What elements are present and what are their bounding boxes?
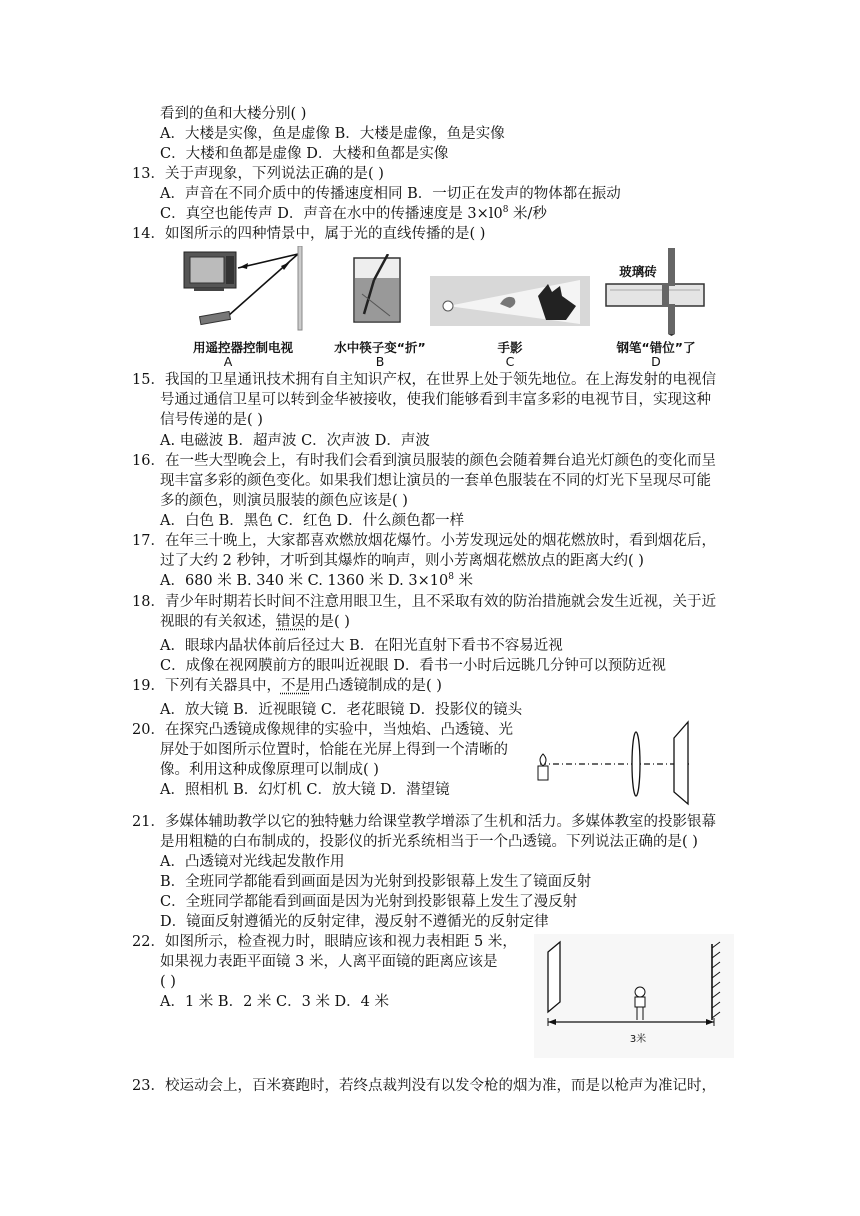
- q21-option-c: C．全班同学都能看到画面是因为光射到投影银幕上发生了漫反射: [160, 894, 578, 910]
- q20-figure-lens-setup: [530, 716, 710, 806]
- q17-options: A．680 米 B. 340 米 C. 1360 米 D. $3\times 10^8$ 米: [160, 572, 474, 589]
- q16-stem-2: 现丰富多彩的颜色变化。如果我们想让演员的一套单色服装在不同的灯光下呈现尽可能: [160, 473, 711, 489]
- q14-letter-a: A: [223, 354, 233, 369]
- q21-option-a: A．凸透镜对光线起发散作用: [160, 854, 345, 870]
- q14-caption-c: 手影: [497, 340, 523, 355]
- q20-stem-3: 像。利用这种成像原理可以制成( ): [160, 762, 379, 778]
- q20-stem-1: 20．在探究凸透镜成像规律的实验中，当烛焰、凸透镜、光: [132, 722, 513, 738]
- q16-stem-3: 多的颜色，则演员服装的颜色应该是( ): [160, 493, 408, 509]
- q13-options-cd: C．真空也能传声 D．声音在水中的传播速度是 $3\times l0^8$ 米/秒: [160, 205, 547, 222]
- q22-distance-label: 3米: [629, 1034, 647, 1045]
- q13-stem: 13．关于声现象，下列说法正确的是( ): [132, 166, 384, 182]
- q19-options: A．放大镜 B．近视眼镜 C．老花眼镜 D．投影仪的镜头: [160, 702, 523, 718]
- q14-figure-c-hand-shadow: [430, 276, 590, 326]
- q18-stem-1: 18．青少年时期若长时间不注意用眼卫生，且不采取有效的防治措施就会发生近视，关于近: [132, 594, 716, 610]
- q22-stem-1: 22．如图所示，检查视力时，眼睛应该和视力表相距 5 米，: [132, 934, 517, 950]
- q13-options-ab: A．声音在不同介质中的传播速度相同 B．一切正在发声的物体都在振动: [160, 186, 621, 202]
- q17-stem-1: 17．在年三十晚上，大家都喜欢燃放烟花爆竹。小芳发现远处的烟花燃放时，看到烟花后，: [132, 533, 716, 549]
- q15-stem-3: 信号传递的是( ): [160, 412, 263, 428]
- q14-stem: 14．如图所示的四种情景中，属于光的直线传播的是( ): [132, 226, 486, 242]
- q18-options-cd: C．成像在视网膜前方的眼叫近视眼 D．看书一小时后远眺几分钟可以预防近视: [160, 658, 666, 674]
- q23-stem-1: 23．校运动会上，百米赛跑时，若终点裁判没有以发令枪的烟为准，而是以枪声为准记时，: [132, 1078, 716, 1094]
- q15-options: A. 电磁波 B．超声波 C．次声波 D．声波: [160, 433, 430, 449]
- q12-stem-cont: 看到的鱼和大楼分别( ): [160, 106, 307, 122]
- q14-caption-a: 用遥控器控制电视: [192, 340, 293, 355]
- q22-options: A．1 米 B．2 米 C．3 米 D．4 米: [160, 994, 390, 1010]
- q14-caption-d: 钢笔“错位”了: [616, 340, 696, 355]
- q22-stem-2: 如果视力表距平面镜 3 米，人离平面镜的距离应该是: [160, 954, 498, 970]
- q16-stem-1: 16．在一些大型晚会上，有时我们会看到演员服装的颜色会随着舞台追光灯颜色的变化而呈: [132, 453, 716, 469]
- q14-figure-b-chopstick: [350, 254, 410, 326]
- q16-options: A．白色 B．黑色 C．红色 D．什么颜色都一样: [160, 513, 465, 529]
- q18-options-ab: A．眼球内晶状体前后径过大 B．在阳光直射下看书不容易近视: [160, 638, 563, 654]
- q21-option-b: B．全班同学都能看到画面是因为光射到投影银幕上发生了镜面反射: [160, 874, 592, 890]
- q15-stem-2: 号通过通信卫星可以转到金华被接收，使我们能够看到丰富多彩的电视节目，实现这种: [160, 392, 711, 408]
- q14-figure-a-tv-remote: [180, 246, 310, 334]
- q19-stem: 19．下列有关器具中，不是用凸透镜制成的是( ): [132, 678, 442, 694]
- q18-emphasis: 错误: [276, 614, 305, 630]
- q14-glass-label: 玻璃砖: [619, 264, 657, 279]
- q21-option-d: D．镜面反射遵循光的反射定律，漫反射不遵循光的反射定律: [160, 914, 549, 930]
- q15-stem-1: 15．我国的卫星通讯技术拥有自主知识产权，在世界上处于领先地位。在上海发射的电视信: [132, 372, 716, 388]
- q14-letter-d: D: [651, 354, 661, 369]
- q20-stem-2: 屏处于如图所示位置时，恰能在光屏上得到一个清晰的: [160, 742, 508, 758]
- q14-caption-b: 水中筷子变“折”: [334, 340, 426, 355]
- q14-letter-b: B: [375, 354, 385, 369]
- q17-stem-2: 过了大约 2 秒钟，才听到其爆炸的响声，则小芳离烟花燃放点的距离大约( ): [160, 553, 644, 569]
- q20-options: A．照相机 B．幻灯机 C．放大镜 D．潜望镜: [160, 782, 450, 798]
- q14-figure-d-pen-glass: [600, 246, 710, 336]
- q18-stem-2: 视眼的有关叙述，错误的是( ): [160, 614, 350, 630]
- q21-stem-1: 21．多媒体辅助教学以它的独特魅力给课堂教学增添了生机和活力。多媒体教室的投影银幕: [132, 814, 716, 830]
- q14-letter-c: C: [505, 354, 515, 369]
- q21-stem-2: 是用粗糙的白布制成的，投影仪的折光系统相当于一个凸透镜。下列说法正确的是( ): [160, 834, 698, 850]
- q12-options-ab: A．大楼是实像，鱼是虚像 B．大楼是虚像，鱼是实像: [160, 126, 505, 142]
- q22-stem-3: ( ): [160, 974, 176, 990]
- q19-emphasis: 不是: [280, 678, 310, 694]
- q12-options-cd: C．大楼和鱼都是虚像 D．大楼和鱼都是实像: [160, 146, 449, 162]
